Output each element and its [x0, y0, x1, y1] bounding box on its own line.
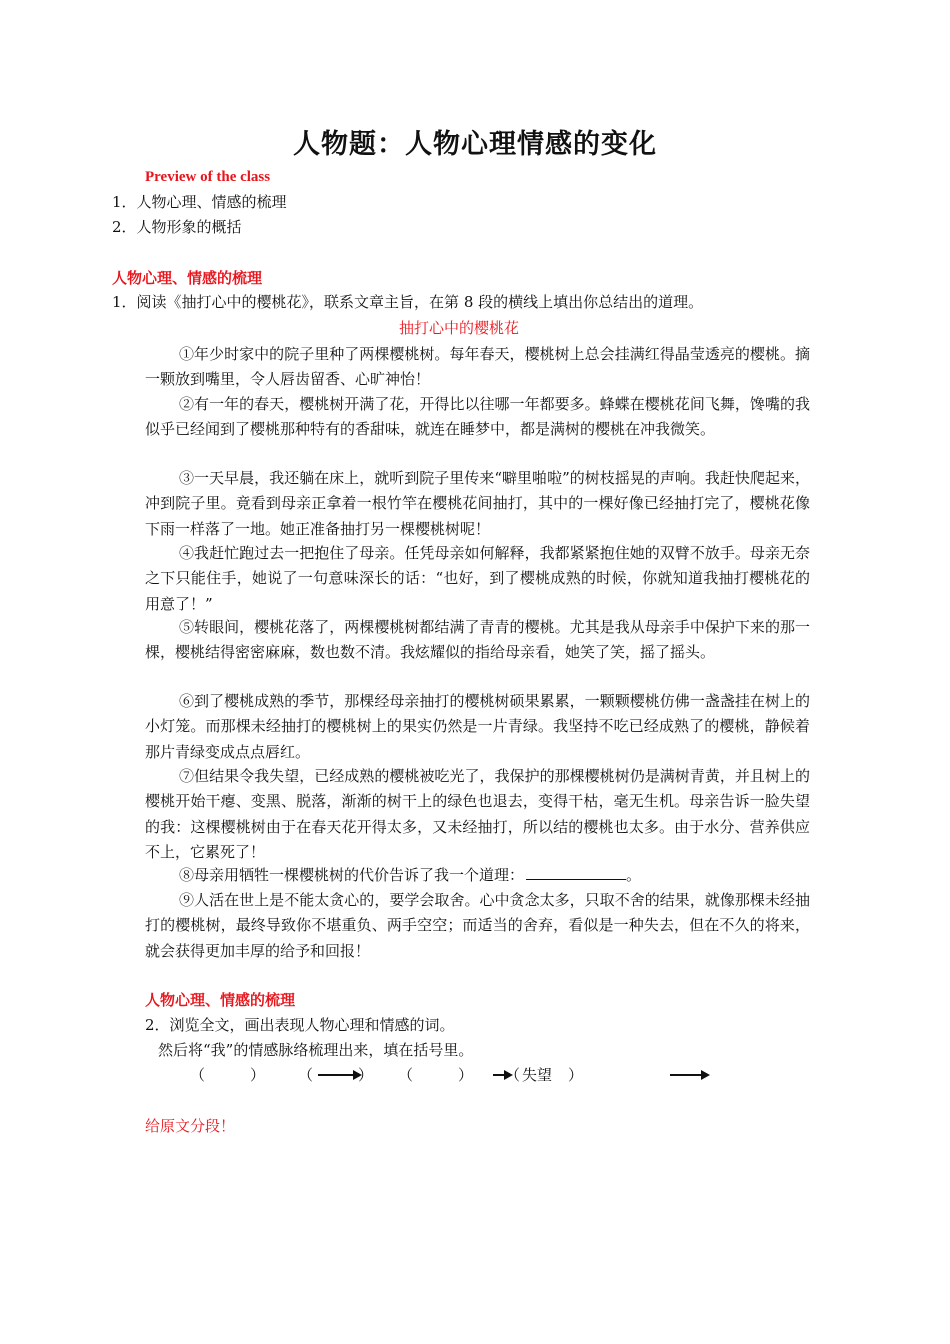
preview-item-1: 1．人物心理、情感的梳理: [112, 193, 287, 211]
flow-arrow-3: [670, 1074, 702, 1076]
flow-answer-disappointed: 失望: [522, 1066, 553, 1084]
paragraph-end: 。: [626, 866, 642, 884]
paragraph-text: ⑦但结果令我失望，已经成熟的樱桃被吃光了，我保护的那棵樱桃树仍是满树青黄，并且树上的樱桃开始干瘪、变黑、脱落，渐渐的树干上的绿色也退去，变得干枯，毫无生机。母亲告诉一脸失望的我：这棵樱桃树由于在春天花开得太多，又未经抽打，所以结的樱桃也太多。由于水分、营养供应不上，它累死了！: [145, 767, 810, 861]
paragraph-text: ⑨人活在世上是不能太贪心的，要学会取舍。心中贪念太多，只取不舍的结果，就像那棵未经抽打的樱桃树，最终导致你不堪重负、两手空空；而适当的舍弃，看似是一种失去，但在不久的将来，就会获得更加丰厚的给予和回报！: [145, 891, 810, 960]
answer-blank[interactable]: [526, 863, 626, 880]
paragraph-text: ①年少时家中的院子里种了两棵樱桃树。每年春天，樱桃树上总会挂满红得晶莹透亮的樱桃。摘一颗放到嘴里，令人唇齿留香、心旷神怡！: [145, 345, 810, 389]
section1-question: 1．阅读《抽打心中的樱桃花》，联系文章主旨，在第 8 段的横线上填出你总结出的道理。: [112, 293, 704, 311]
paragraph-text: ⑤转眼间，樱桃花落了，两棵樱桃树都结满了青青的樱桃。尤其是我从母亲手中保护下来的那一棵，樱桃结得密密麻麻，数也数不清。我炫耀似的指给母亲看，她笑了笑，摇了摇头。: [145, 618, 810, 662]
flow-arrow-1: [318, 1074, 354, 1076]
paragraph-text: ③一天早晨，我还躺在床上，就听到院子里传来“噼里啪啦”的树枝摇晃的声响。我赶快爬起来，冲到院子里。竟看到母亲正拿着一根竹竿在樱桃花间抽打，其中的一棵好像已经抽打完了，樱桃花像下雨一样落了一地。她正准备抽打另一棵樱桃树呢！: [145, 469, 810, 538]
section2-heading: 人物心理、情感的梳理: [145, 991, 296, 1009]
article-paragraph-4: [145, 541, 810, 617]
flow-paren-open-4: （: [505, 1066, 521, 1084]
flow-paren-open-2: （: [298, 1066, 314, 1084]
page-title: 人物题：人物心理情感的变化: [293, 129, 657, 160]
section1-heading: 人物心理、情感的梳理: [112, 269, 263, 287]
article-paragraph-8: [145, 863, 810, 888]
article-paragraph-1: [145, 342, 810, 393]
flow-paren-close-1: ）: [250, 1066, 266, 1084]
paragraph-text: ④我赶忙跑过去一把抱住了母亲。任凭母亲如何解释，我都紧紧抱住她的双臂不放手。母亲无奈之下只能住手，她说了一句意味深长的话：“也好，到了樱桃成熟的时候，你就知道我抽打樱桃花的用意了！”: [145, 544, 810, 613]
flow-paren-open-3: （: [398, 1066, 414, 1084]
section2-instruction: 然后将“我”的情感脉络梳理出来，填在括号里。: [158, 1041, 474, 1059]
article-paragraph-7: [145, 764, 810, 865]
paragraph-text: ②有一年的春天，樱桃树开满了花，开得比以往哪一年都要多。蜂蝶在樱桃花间飞舞，馋嘴的我似乎已经闻到了樱桃那种特有的香甜味，就连在睡梦中，都是满树的樱桃在冲我微笑。: [145, 395, 810, 439]
preview-heading: Preview of the class: [145, 169, 271, 185]
paragraph-text: ⑥到了樱桃成熟的季节，那棵经母亲抽打的樱桃树硕果累累，一颗颗樱桃仿佛一盏盏挂在树上的小灯笼。而那棵未经抽打的樱桃树上的果实仍然是一片青绿。我坚持不吃已经成熟了的樱桃，静候着那片青绿变成点点唇红。: [145, 692, 810, 761]
article-paragraph-3: [145, 466, 810, 542]
flow-arrow-2: [493, 1074, 505, 1076]
article-paragraph-5: [145, 615, 810, 666]
footer-note: 给原文分段！: [145, 1117, 236, 1135]
flow-paren-close-2: ）: [358, 1066, 374, 1084]
flow-paren-close-4: ）: [568, 1066, 584, 1084]
section2-question: 2．浏览全文，画出表现人物心理和情感的词。: [145, 1016, 455, 1034]
paragraph-text: ⑧母亲用牺牲一棵樱桃树的代价告诉了我一个道理：: [179, 866, 525, 884]
flow-paren-close-3: ）: [458, 1066, 474, 1084]
flow-paren-open-1: （: [190, 1066, 206, 1084]
article-paragraph-2: [145, 392, 810, 443]
article-title: 抽打心中的樱桃花: [398, 319, 519, 337]
article-paragraph-6: [145, 689, 810, 765]
preview-item-2: 2．人物形象的概括: [112, 218, 242, 236]
article-paragraph-9: [145, 888, 810, 964]
